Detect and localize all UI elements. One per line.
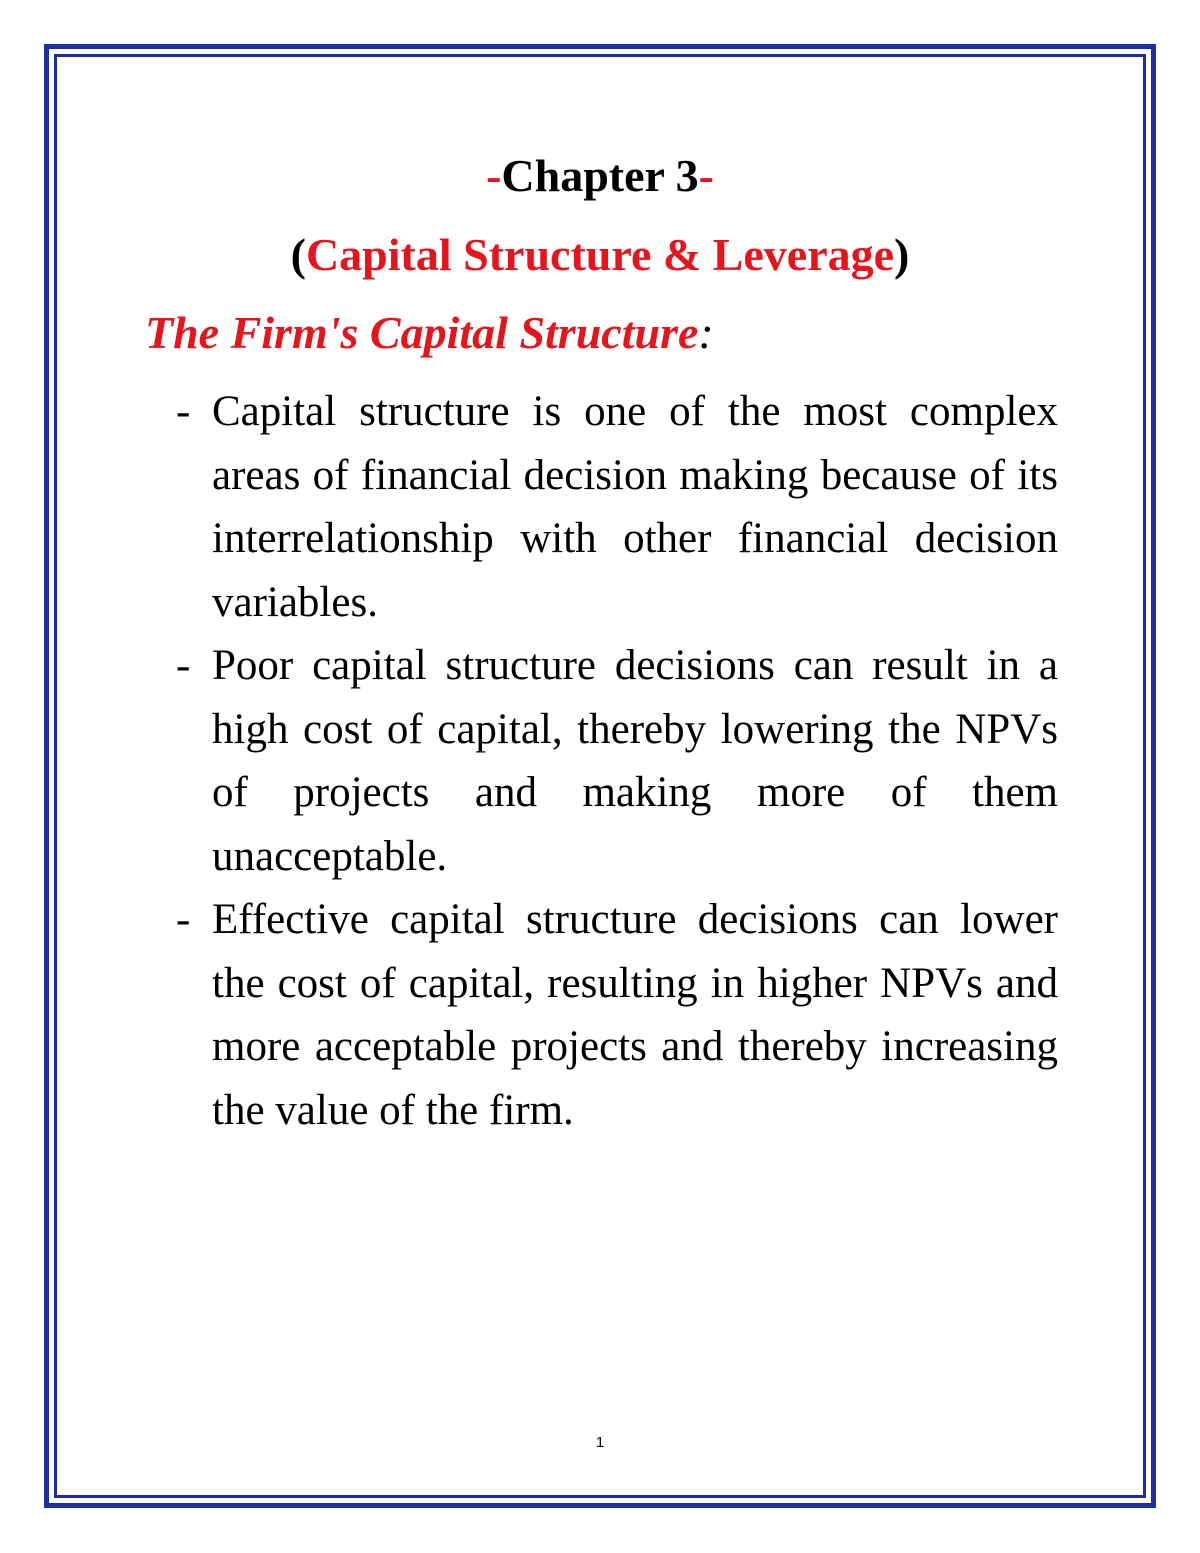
bullet-text: Poor capital structure decisions can result in a high cost of capital, thereby lowering the NPVs of projects and making more of them unacceptable. <box>212 642 1058 880</box>
chapter-title <box>0 148 1200 204</box>
list-item <box>172 888 1058 1142</box>
chapter-subtitle <box>0 226 1200 284</box>
section-heading <box>145 304 714 362</box>
bullet-text: Capital structure is one of the most complex areas of financial decision making because of its interrelationship with other financial decision variables. <box>212 388 1058 626</box>
bullet-text: Effective capital structure decisions can lower the cost of capital, resulting in higher NPVs and more acceptable projects and thereby increasing the value of the firm. <box>212 896 1058 1134</box>
bullet-marker: - <box>176 642 191 689</box>
bullet-marker: - <box>176 896 191 943</box>
subtitle-close-paren: ) <box>894 229 910 280</box>
chapter-dash-right: - <box>698 150 714 201</box>
chapter-dash-left: - <box>486 150 502 201</box>
list-item <box>172 380 1058 634</box>
section-heading-text: The Firm's Capital Structure <box>145 307 699 358</box>
page-number: 1 <box>595 1434 605 1451</box>
bullet-marker: - <box>176 388 191 435</box>
chapter-title-text: Chapter 3 <box>501 150 699 201</box>
section-heading-colon: : <box>698 307 714 358</box>
bullet-list <box>172 380 1058 1142</box>
list-item <box>172 634 1058 888</box>
subtitle-open-paren: ( <box>290 229 306 280</box>
subtitle-text: Capital Structure & Leverage <box>305 229 895 280</box>
